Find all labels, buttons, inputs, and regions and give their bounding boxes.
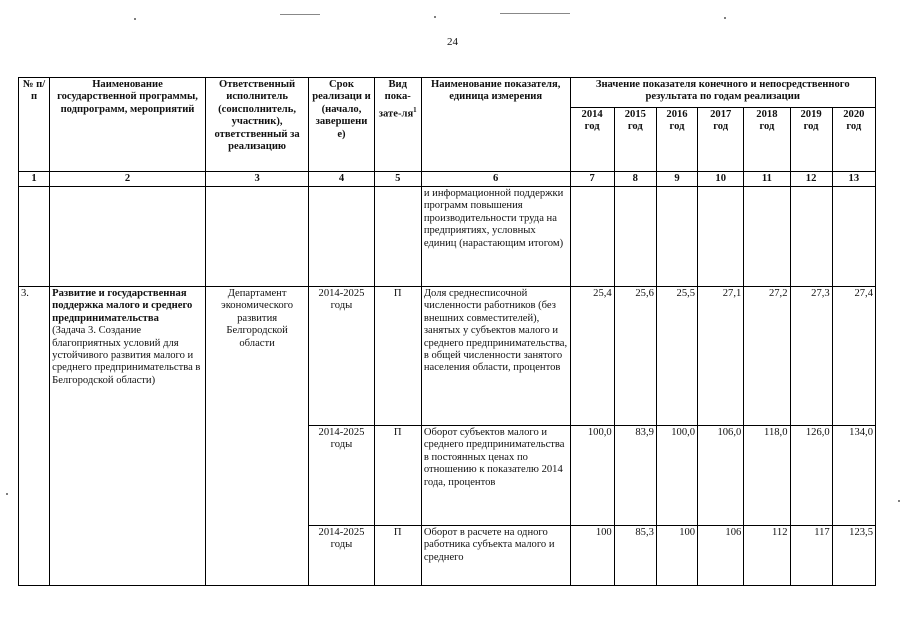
column-number-row	[19, 172, 876, 187]
program-cell	[50, 287, 206, 586]
column-number: 5	[374, 172, 421, 187]
header-year: 2017 год	[698, 108, 744, 172]
column-number: 1	[19, 172, 50, 187]
header-indicator-name: Наименование показателя, единица измерения	[421, 78, 570, 172]
footnote-mark: 1	[413, 105, 417, 114]
value-cell: 85,3	[614, 526, 656, 586]
indicator-type-cell: П	[374, 426, 421, 526]
table-row	[19, 287, 876, 426]
value-cell: 25,4	[570, 287, 614, 426]
value-cell: 27,1	[698, 287, 744, 426]
header-number: № п/п	[19, 78, 50, 172]
value-cell: 100	[656, 526, 697, 586]
column-number: 10	[698, 172, 744, 187]
value-cell: 27,3	[790, 287, 832, 426]
column-number: 6	[421, 172, 570, 187]
column-number: 13	[832, 172, 875, 187]
program-task-note: (Задача 3. Создание благоприятных условий для устойчивого развития малого и среднего предпринимательства в Белгородской области)	[52, 325, 201, 386]
column-number: 4	[309, 172, 374, 187]
header-year: 2018 год	[744, 108, 790, 172]
row-number: 3.	[19, 287, 50, 586]
header-term: Срок реализаци и (начало, завершени е)	[309, 78, 374, 172]
term-cell: 2014-2025 годы	[309, 287, 374, 426]
header-values-group: Значение показателя конечного и непосредственного результата по годам реализации	[570, 78, 875, 108]
column-number: 11	[744, 172, 790, 187]
value-cell: 100,0	[570, 426, 614, 526]
value-cell: 25,6	[614, 287, 656, 426]
header-year: 2016 год	[656, 108, 697, 172]
header-year: 2015 год	[614, 108, 656, 172]
indicator-type-cell: П	[374, 526, 421, 586]
indicator-type-cell: П	[374, 287, 421, 426]
header-year: 2019 год	[790, 108, 832, 172]
header-year: 2020 год	[832, 108, 875, 172]
column-number: 3	[205, 172, 308, 187]
indicator-cell: Оборот в расчете на одного работника субъекта малого и среднего	[421, 526, 570, 586]
value-cell: 112	[744, 526, 790, 586]
header-executor: Ответственный исполнитель (соисполнитель, участник), ответственный за реализацию	[205, 78, 308, 172]
column-number: 2	[50, 172, 206, 187]
term-cell: 2014-2025 годы	[309, 526, 374, 586]
value-cell: 134,0	[832, 426, 875, 526]
value-cell: 118,0	[744, 426, 790, 526]
header-indicator-type	[374, 78, 421, 172]
column-number: 12	[790, 172, 832, 187]
table-row	[19, 187, 876, 287]
term-cell: 2014-2025 годы	[309, 426, 374, 526]
value-cell: 25,5	[656, 287, 697, 426]
value-cell: 27,2	[744, 287, 790, 426]
value-cell: 126,0	[790, 426, 832, 526]
value-cell: 106	[698, 526, 744, 586]
header-program: Наименование государственной программы, подпрограмм, мероприятий	[50, 78, 206, 172]
value-cell: 100,0	[656, 426, 697, 526]
indicator-cell: Оборот субъектов малого и среднего предпринимательства в постоянных ценах по отношению к показателю 2014 года, процентов	[421, 426, 570, 526]
page-number: 24	[447, 36, 458, 48]
column-number: 9	[656, 172, 697, 187]
value-cell: 106,0	[698, 426, 744, 526]
value-cell: 117	[790, 526, 832, 586]
indicator-table	[18, 77, 876, 586]
executor-cell: Департамент экономического развития Белгородской области	[205, 287, 308, 586]
value-cell: 27,4	[832, 287, 875, 426]
header-year: 2014 год	[570, 108, 614, 172]
header-indicator-type-text: Вид пока-зате-ля	[378, 79, 414, 120]
column-number: 8	[614, 172, 656, 187]
value-cell: 123,5	[832, 526, 875, 586]
value-cell: 83,9	[614, 426, 656, 526]
value-cell: 100	[570, 526, 614, 586]
column-number: 7	[570, 172, 614, 187]
indicator-cell: и информационной поддержки программ повышения производительности труда на предприятиях, условных единиц (нарастающим итогом)	[421, 187, 570, 287]
program-title: Развитие и государственная поддержка малого и среднего предпринимательства	[52, 288, 193, 324]
indicator-cell: Доля среднесписочной численности работников (без внешних совместителей), занятых у субъектов малого и среднего предпринимательства, в общей численности занятого населения области, процентов	[421, 287, 570, 426]
